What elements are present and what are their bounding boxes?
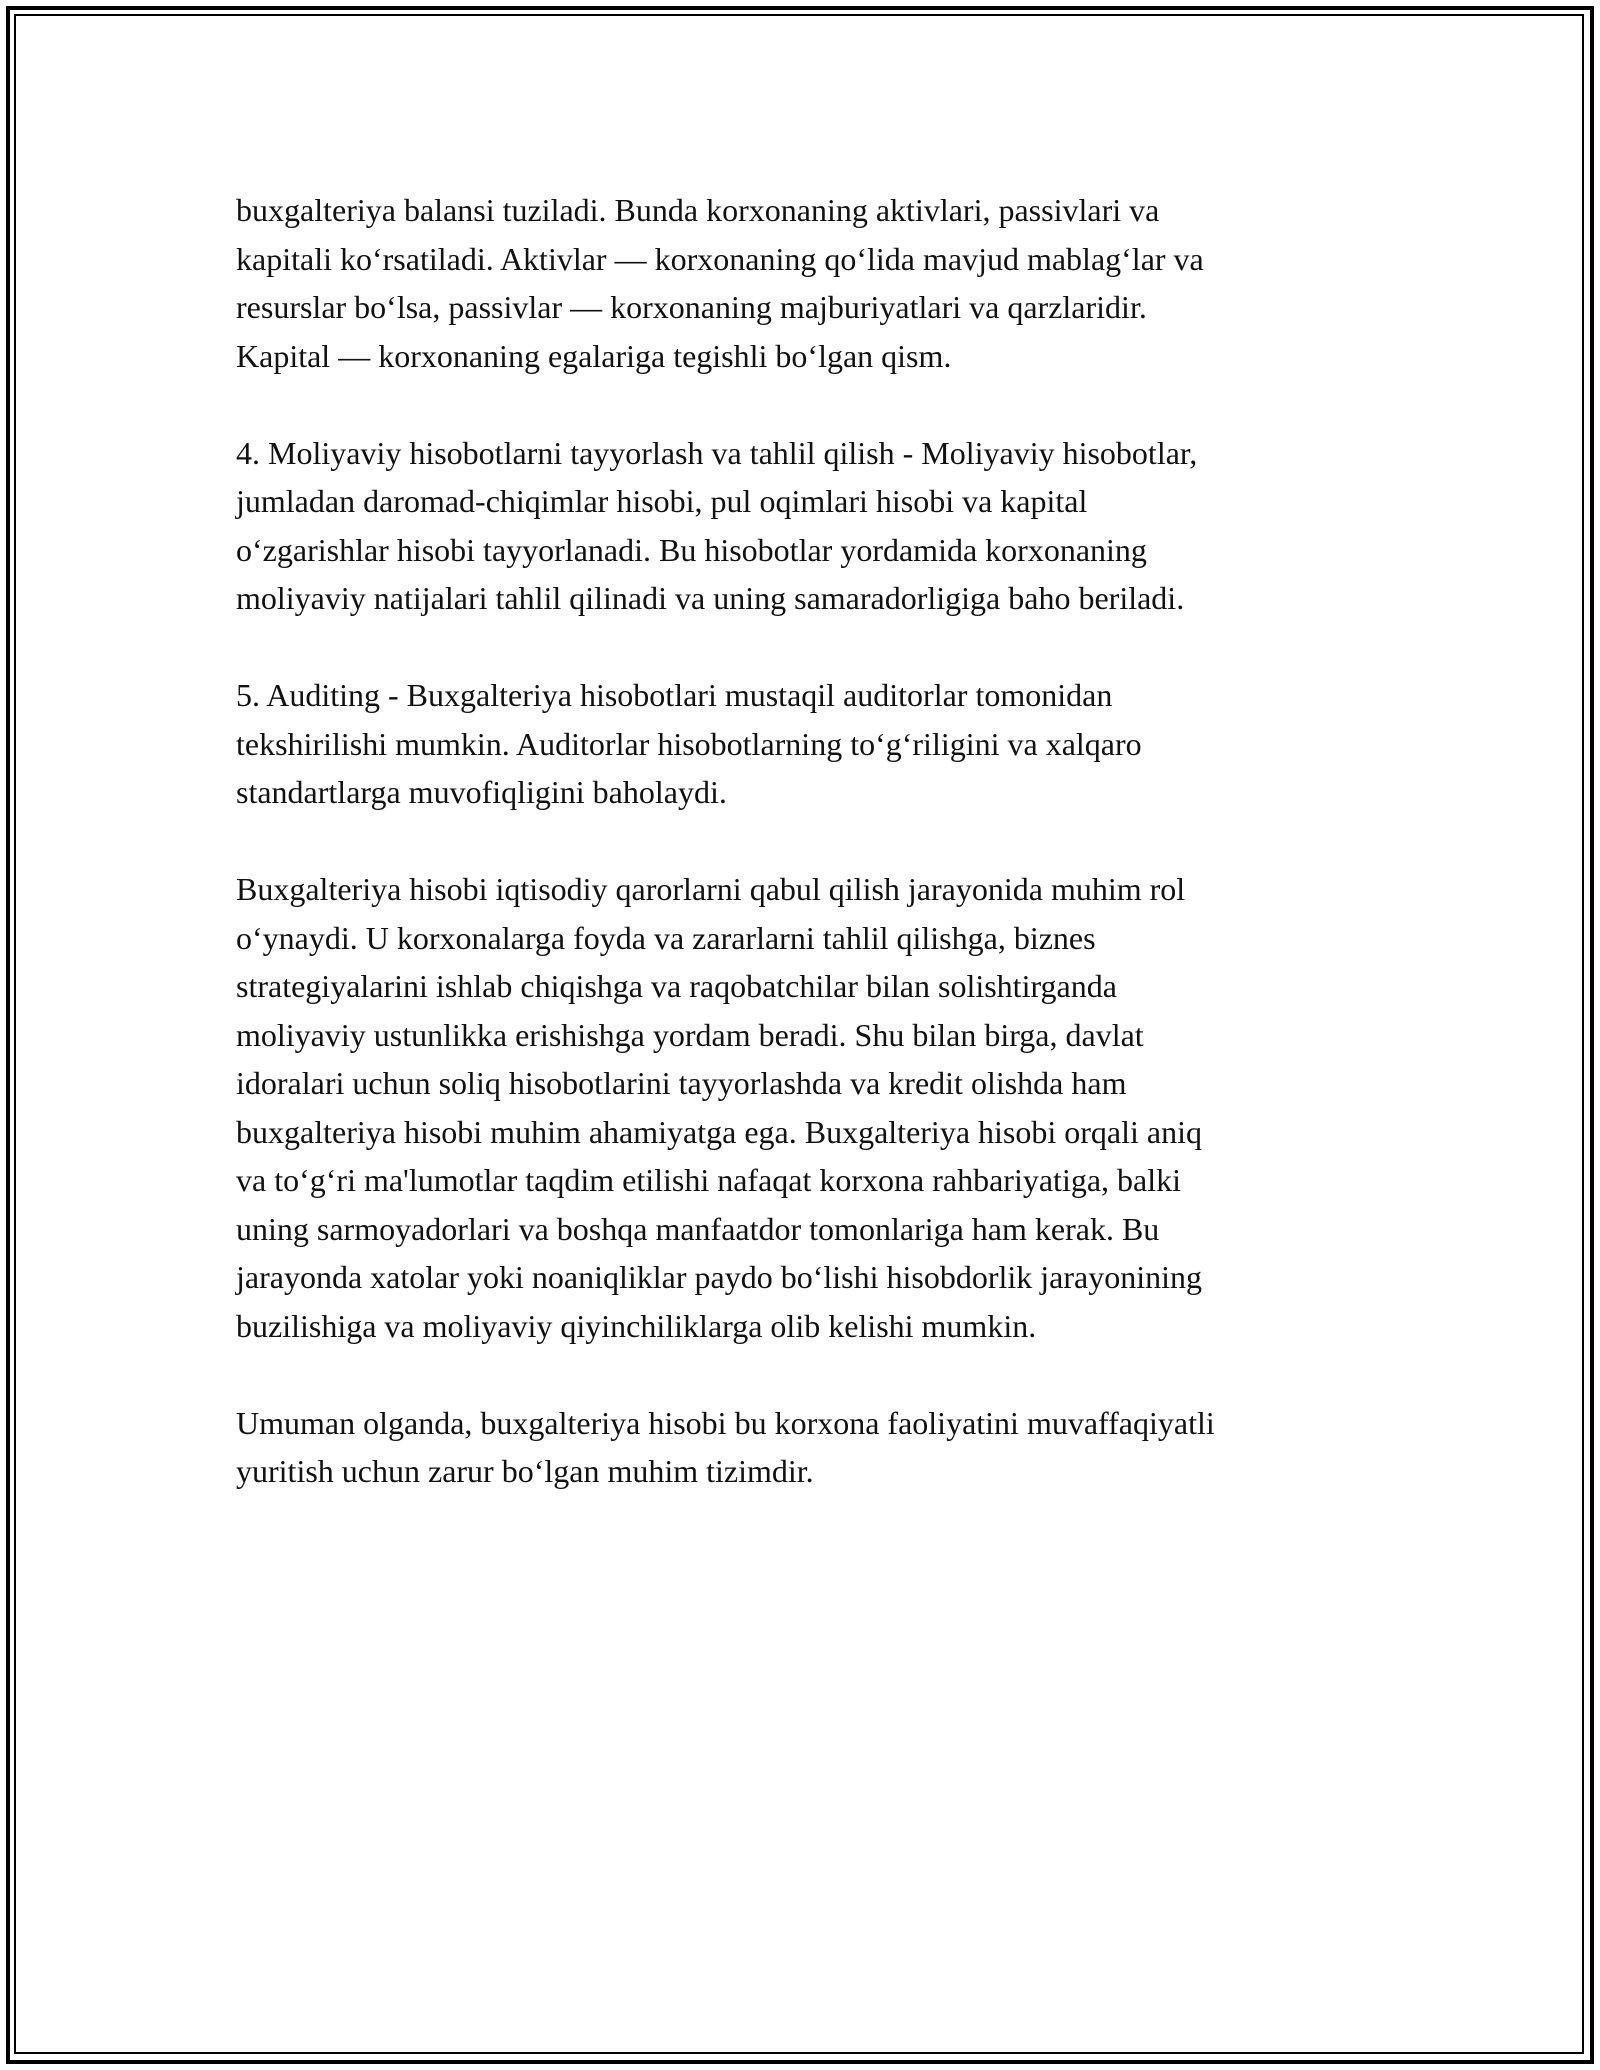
paragraph-auditing	[236, 671, 1376, 817]
text-line: idoralari uchun soliq hisobotlarini tayyorlashda va kredit olishda ham	[236, 1065, 1127, 1101]
text-line: kapitali ko‘rsatiladi. Aktivlar — korxonaning qo‘lida mavjud mablag‘lar va	[236, 240, 1204, 277]
text-line: 5. Auditing - Buxgalteriya hisobotlari mustaqil auditorlar tomonidan	[236, 677, 1113, 713]
text-line: buxgalteriya balansi tuziladi. Bunda korxonaning aktivlari, passivlari va	[236, 192, 1160, 228]
text-line: moliyaviy natijalari tahlil qilinadi va uning samaradorligiga baho beriladi.	[236, 580, 1185, 616]
text-line: uning sarmoyadorlari va boshqa manfaatdor tomonlariga ham kerak. Bu	[236, 1210, 1160, 1247]
text-line: va to‘g‘ri ma'lumotlar taqdim etilishi nafaqat korxona rahbariyatiga, balki	[236, 1162, 1182, 1198]
text-line: jarayonda xatolar yoki noaniqliklar paydo bo‘lishi hisobdorlik jarayonining	[236, 1259, 1203, 1295]
text-line: resurslar bo‘lsa, passivlar — korxonaning majburiyatlari va qarzlaridir.	[236, 289, 1147, 325]
text-line: jumladan daromad-chiqimlar hisobi, pul oqimlari hisobi va kapital	[236, 483, 1088, 519]
text-line: yuritish uchun zarur bo‘lgan muhim tizimdir.	[236, 1453, 814, 1489]
text-line: tekshirilishi mumkin. Auditorlar hisobotlarning to‘g‘riligini va xalqaro	[236, 725, 1142, 762]
paragraph-conclusion	[236, 1399, 1376, 1496]
text-line: 4. Moliyaviy hisobotlarni tayyorlash va tahlil qilish - Moliyaviy hisobotlar,	[236, 434, 1198, 471]
text-line: moliyaviy ustunlikka erishishga yordam beradi. Shu bilan birga, davlat	[236, 1016, 1144, 1053]
text-line: standartlarga muvofiqligini baholaydi.	[236, 774, 727, 810]
text-line: Buxgalteriya hisobi iqtisodiy qarorlarni qabul qilish jarayonida muhim rol	[236, 871, 1186, 907]
text-line: strategiyalarini ishlab chiqishga va raqobatchilar bilan solishtirganda	[236, 968, 1117, 1004]
text-line: Kapital — korxonaning egalariga tegishli bo‘lgan qism.	[236, 337, 952, 374]
document-body	[236, 186, 1376, 1544]
text-line: buzilishiga va moliyaviy qiyinchiliklarga olib kelishi mumkin.	[236, 1307, 1037, 1344]
text-line: o‘zgarishlar hisobi tayyorlanadi. Bu hisobotlar yordamida korxonaning	[236, 531, 1147, 568]
text-line: buxgalteriya hisobi muhim ahamiyatga ega. Buxgalteriya hisobi orqali aniq	[236, 1113, 1202, 1150]
text-line: o‘ynaydi. U korxonalarga foyda va zararlarni tahlil qilishga, biznes	[236, 919, 1096, 956]
paragraph-balance	[236, 186, 1376, 380]
paragraph-financial-reports	[236, 429, 1376, 623]
paragraph-role-of-accounting	[236, 865, 1376, 1350]
text-line: Umuman olganda, buxgalteriya hisobi bu korxona faoliyatini muvaffaqiyatli	[236, 1404, 1215, 1441]
